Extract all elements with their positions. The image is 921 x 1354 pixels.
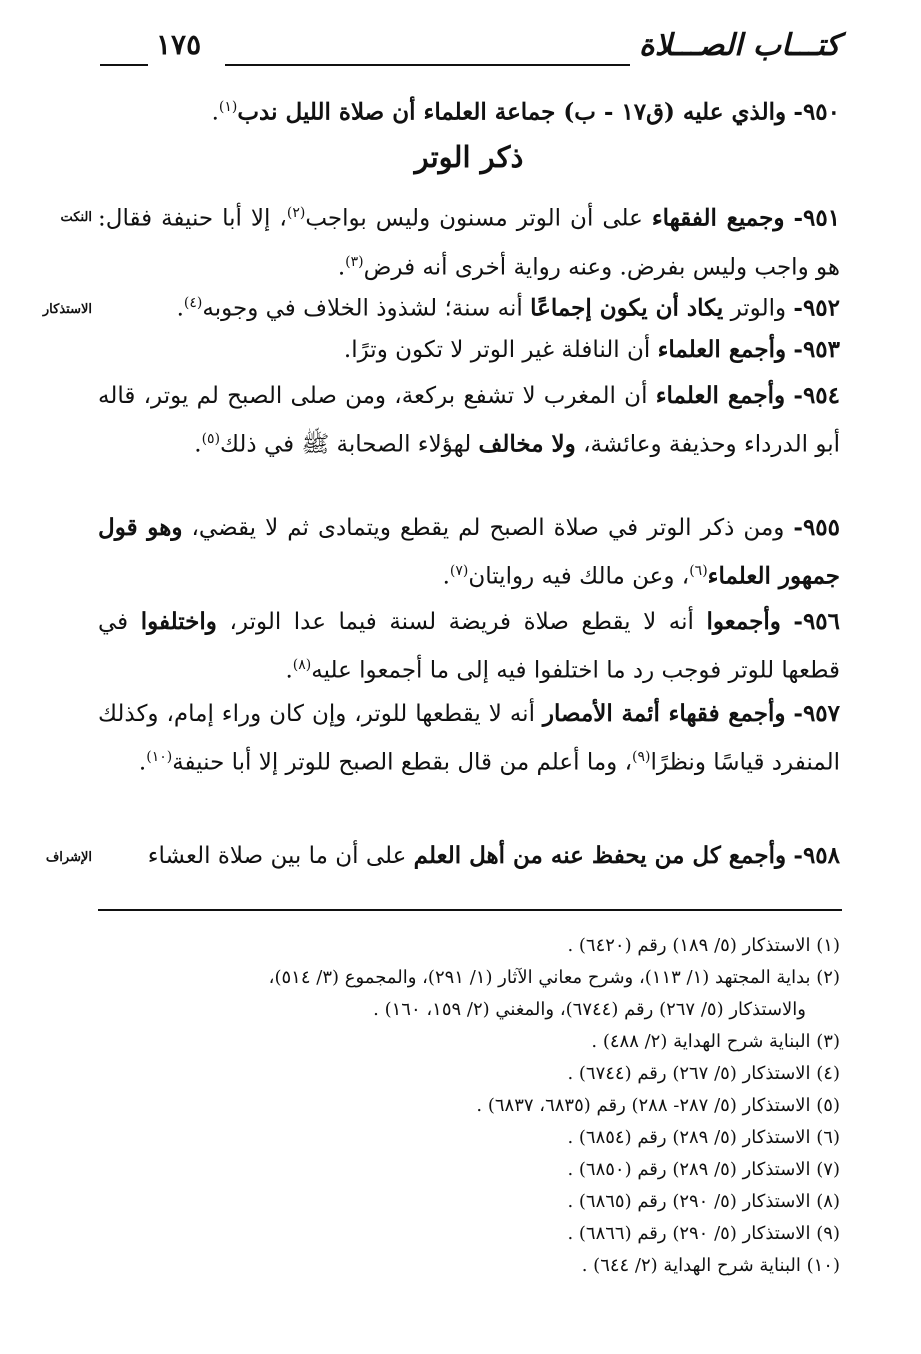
header-rule-left	[100, 64, 148, 66]
paragraph-951: ٩٥١- وجميع الفقهاء على أن الوتر مسنون وليس بواجب$^{(٢)}$، إلا أبا حنيفة فقال: هو واجب وليس بفرض. وعنه رواية أخرى أنه فرض$^{(٣)}$.	[98, 204, 841, 281]
paragraph-958: ٩٥٨- وأجمع كل من يحفظ عنه من أهل العلم على أن ما بين صلاة العشاء	[147, 842, 840, 869]
footnote-item: (٢) بداية المجتهد (١/ ١١٣)، وشرح معاني الآثار (١/ ٢٩١)، والمجموع (٣/ ٥١٤)،	[268, 967, 840, 988]
footnote-item: (١) الاستذكار (٥/ ١٨٩) رقم (٦٤٢٠) .	[567, 935, 840, 956]
paragraph-954: ٩٥٤- وأجمع العلماء أن المغرب لا تشفع بركعة، ومن صلى الصبح لم يوتر، قاله أبو الدرداء وحذيفة وعائشة، ولا مخالف لهؤلاء الصحابة ﷺ في ذلك$^{(٥)}$.	[98, 382, 840, 458]
paragraph-957: ٩٥٧- وأجمع فقهاء أئمة الأمصار أنه لا يقطعها للوتر، وإن كان وراء إمام، وكذلك المنفرد قياسًا ونظرًا$^{(٩)}$، وما أعلم من قال بقطع الصبح للوتر إلا أبا حنيفة$^{(١٠)}$.	[98, 700, 841, 776]
footnote-ref[interactable]: (٨)	[292, 657, 312, 673]
section-title: ذكر الوتر	[414, 140, 524, 174]
footnote-ref[interactable]: (١٠)	[146, 749, 173, 765]
footnote-item: (٣) البناية شرح الهداية (٢/ ٤٨٨) .	[591, 1031, 840, 1052]
running-title: كتـــاب الصـــلاة	[638, 28, 840, 63]
footnote-item: (٩) الاستذكار (٥/ ٢٩٠) رقم (٦٨٦٦) .	[567, 1223, 840, 1244]
paragraph-955: ٩٥٥- ومن ذكر الوتر في صلاة الصبح لم يقطع ويتمادى ثم لا يقضي، وهو قول جمهور العلماء$^{(٦)}$، وعن مالك فيه روايتان$^{(٧)}$.	[98, 514, 841, 590]
footnote-item: (٧) الاستذكار (٥/ ٢٨٩) رقم (٦٨٥٠) .	[567, 1159, 840, 1180]
header-rule-right	[225, 64, 630, 66]
footnote-item: (٨) الاستذكار (٥/ ٢٩٠) رقم (٦٨٦٥) .	[567, 1191, 840, 1212]
footnote-ref[interactable]: (٦)	[689, 563, 708, 579]
margin-source-note: الاستذكار	[42, 302, 92, 317]
footnote-ref[interactable]: (٤)	[183, 295, 203, 311]
footnote-ref[interactable]: (٧)	[449, 563, 469, 579]
footnote-ref[interactable]: (٩)	[632, 749, 651, 765]
paragraph-950: ٩٥٠- والذي عليه (ق١٧ - ب) جماعة العلماء أن صلاة الليل ندب$^{(١)}$.	[211, 98, 840, 126]
footnotes	[98, 930, 840, 1282]
footnote-ref[interactable]: (١)	[218, 99, 238, 115]
footnote-divider	[98, 909, 842, 911]
footnote-item: (٦) الاستذكار (٥/ ٢٨٩) رقم (٦٨٥٤) .	[567, 1127, 840, 1148]
paragraph-952: ٩٥٢- والوتر يكاد أن يكون إجماعًا أنه سنة؛ لشذوذ الخلاف في وجوبه$^{(٤)}$.	[176, 294, 840, 322]
footnote-item: (٥) الاستذكار (٥/ ٢٨٧- ٢٨٨) رقم (٦٨٣٥، ٦٨٣٧) .	[476, 1095, 840, 1116]
margin-source-note: الإشراف	[45, 850, 92, 865]
footnote-ref[interactable]: (٢)	[286, 205, 306, 221]
footnote-item: (٤) الاستذكار (٥/ ٢٦٧) رقم (٦٧٤٤) .	[567, 1063, 840, 1084]
paragraph-953: ٩٥٣- وأجمع العلماء أن النافلة غير الوتر لا تكون وترًا.	[343, 336, 840, 363]
footnote-item-continuation: والاستذكار (٥/ ٢٦٧) رقم (٦٧٤٤)، والمغني (٢/ ١٥٩، ١٦٠) .	[373, 999, 806, 1020]
page-number: ١٧٥	[156, 28, 202, 61]
paragraph-956: ٩٥٦- وأجمعوا أنه لا يقطع صلاة فريضة لسنة فيما عدا الوتر، واختلفوا في قطعها للوتر فوجب رد ما اختلفوا فيه إلى ما أجمعوا عليه$^{(٨)}$.	[98, 608, 840, 684]
footnote-ref[interactable]: (٣)	[345, 253, 364, 270]
footnote-ref[interactable]: (٥)	[201, 431, 221, 447]
margin-source-note: النكت	[60, 210, 92, 225]
footnote-item: (١٠) البناية شرح الهداية (٢/ ٦٤٤) .	[581, 1255, 840, 1276]
page-header	[90, 28, 840, 78]
